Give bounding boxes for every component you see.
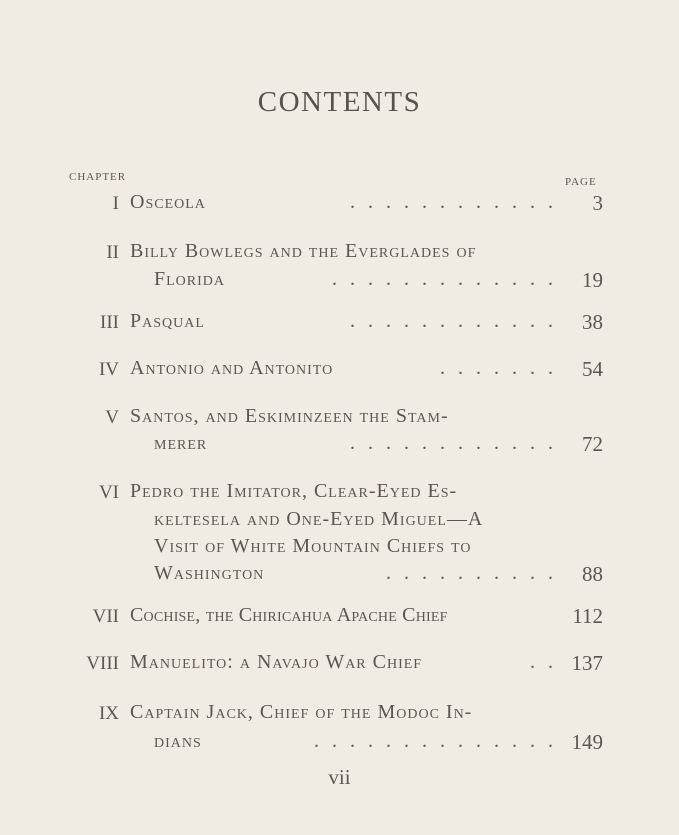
- chapter-title-continuation: Florida: [154, 268, 226, 290]
- toc-entry-2-continuation: [0, 268, 679, 298]
- toc-entry-6-continuation: [0, 535, 679, 565]
- toc-entry-5-continuation: [0, 432, 679, 462]
- leader-dots: . . . . . . . . . . . .: [350, 191, 557, 213]
- toc-entry-5: [0, 405, 679, 435]
- chapter-title: Antonio and Antonito: [130, 357, 334, 379]
- page-number: 3: [592, 191, 603, 215]
- chapter-title-continuation: Visit of White Mountain Chiefs to: [154, 535, 472, 557]
- chapter-title-continuation: merer: [154, 432, 208, 454]
- page-folio: vii: [328, 765, 351, 789]
- chapter-title: Captain Jack, Chief of the Modoc In-: [130, 701, 473, 723]
- toc-entry-1: [0, 191, 679, 221]
- chapter-title-continuation: keltesela and One-Eyed Miguel—A: [154, 508, 484, 530]
- page-number: 38: [582, 310, 603, 334]
- page-column-header: PAGE: [565, 176, 597, 188]
- toc-entry-7: [0, 604, 679, 634]
- chapter-number: VII: [92, 606, 119, 627]
- chapter-title: Pasqual: [130, 310, 205, 332]
- page-number: 54: [582, 357, 603, 381]
- toc-entry-2: [0, 240, 679, 270]
- chapter-title: Billy Bowlegs and the Everglades of: [130, 240, 477, 262]
- leader-dots: . . . . . . . . . . . .: [350, 310, 557, 332]
- page-title: CONTENTS: [257, 86, 422, 118]
- page-number: 149: [571, 730, 603, 754]
- leader-dots: . . . . . . . . . . . . .: [332, 268, 557, 290]
- toc-entry-9-continuation: [0, 730, 679, 760]
- leader-dots: . .: [530, 651, 557, 673]
- chapter-number: IV: [98, 359, 119, 380]
- chapter-number: III: [100, 312, 119, 333]
- chapter-number: I: [112, 193, 119, 214]
- page-number: 137: [571, 651, 603, 675]
- leader-dots: . . . . . . .: [440, 357, 557, 379]
- toc-entry-8: [0, 651, 679, 681]
- toc-entry-3: [0, 310, 679, 340]
- toc-entry-6-continuation: [0, 562, 679, 592]
- chapter-number: II: [106, 242, 119, 263]
- chapter-title-continuation: dians: [154, 730, 202, 752]
- toc-entry-9: [0, 701, 679, 731]
- chapter-title: Santos, and Eskiminzeen the Stam-: [130, 405, 449, 427]
- page-number: 88: [582, 562, 603, 586]
- chapter-column-header: CHAPTER: [69, 171, 127, 183]
- toc-entry-6-continuation: [0, 508, 679, 538]
- page-number: 19: [582, 268, 603, 292]
- toc-entry-6: [0, 480, 679, 510]
- chapter-number: V: [105, 407, 119, 428]
- chapter-number: VIII: [86, 653, 119, 674]
- chapter-title-continuation: Washington: [154, 562, 265, 584]
- chapter-title: Manuelito: a Navajo War Chief: [130, 651, 423, 673]
- toc-entry-4: [0, 357, 679, 387]
- chapter-title: Osceola: [130, 191, 206, 213]
- chapter-title: Cochise, the Chiricahua Apache Chief: [130, 604, 448, 626]
- page-number: 72: [582, 432, 603, 456]
- chapter-number: VI: [98, 482, 119, 503]
- page-number: 112: [572, 604, 603, 628]
- leader-dots: . . . . . . . . . .: [386, 562, 557, 584]
- leader-dots: . . . . . . . . . . . . . .: [314, 730, 557, 752]
- chapter-title: Pedro the Imitator, Clear-Eyed Es-: [130, 480, 458, 502]
- leader-dots: . . . . . . . . . . . .: [350, 432, 557, 454]
- chapter-number: IX: [98, 703, 119, 724]
